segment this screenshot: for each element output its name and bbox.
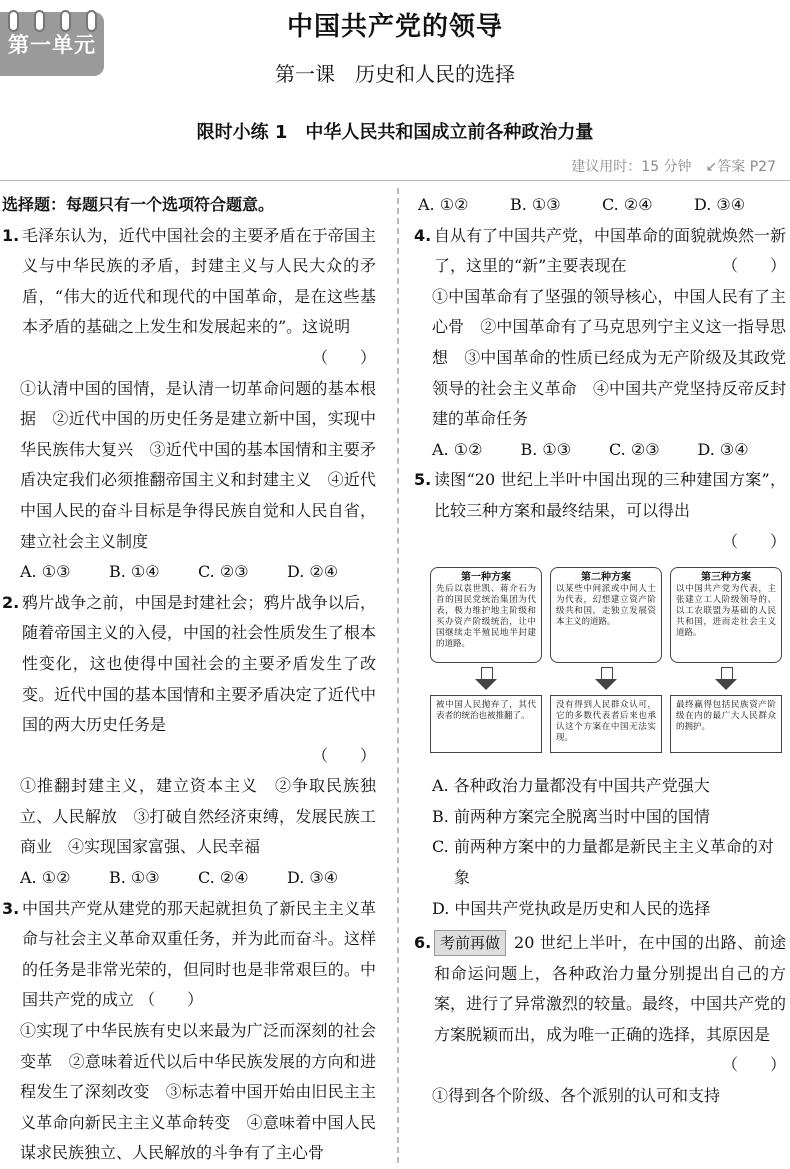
plan-text: 以某些中间派或中间人士为代表，幻想建立资产阶级共和国，走独立发展资本主义的道路。: [556, 584, 656, 628]
option-d[interactable]: D. ②④: [287, 562, 339, 582]
question-4: [414, 221, 786, 282]
question-1: [2, 221, 376, 374]
option-b[interactable]: B. ①③: [109, 868, 160, 888]
option-c[interactable]: C. ②④: [602, 195, 653, 214]
option-d[interactable]: D. ③④: [697, 439, 749, 459]
page-title: 中国共产党的领导: [286, 12, 503, 42]
result-box: 没有得到人民群众认可，它的多数代表者后来也承认这个方案在中国无法实现。: [550, 695, 662, 753]
plan-title: 第三种方案: [701, 572, 751, 584]
question-items: ①中国革命有了坚强的领导核心，中国人民有了主心骨 ②中国革命有了马克思列宁主义这一指导思想 ③中国革命的性质已经成为无产阶级及其政党领导的社会主义革命 ④中国共产党坚持反帝反封建的革命任务: [432, 286, 786, 429]
question-stem: 读图“20 世纪上半叶中国出现的三种建国方案”，比较三种方案和最终结果，可以得出: [434, 470, 786, 520]
lesson-title: 第一课 历史和人民的选择: [275, 62, 515, 86]
option-c[interactable]: C. ②③: [609, 439, 660, 459]
option-text: A. 各种政治力量都没有中国共产党强大: [432, 776, 710, 796]
question-stem: 毛泽东认为，近代中国社会的主要矛盾在于帝国主义与中华民族的矛盾，封建主义与人民大众的矛盾，“伟大的近代和现代的中国革命，是在这些基本矛盾的基础之上发生和发展起来的”。这说明: [22, 225, 376, 337]
option-a[interactable]: A. ①②: [20, 868, 71, 888]
plan-text: 先后以袁世凯、蒋介石为首的国民党统治集团为代表，极力维护地主阶级和买办资产阶级统治，让中国继续走半殖民地半封建的道路。: [436, 584, 536, 650]
plan-box: [670, 567, 782, 663]
exercise-title: 限时小练 1 中华人民共和国成立前各种政治力量: [196, 122, 594, 143]
option-a[interactable]: A. ①③: [20, 562, 71, 582]
option-a[interactable]: A. ①②: [418, 195, 469, 214]
review-tag: 考前再做: [434, 930, 506, 956]
question-stem: 自从有了中国共产党，中国革命的面貌就焕然一新了，这里的“新”主要表现在: [434, 225, 787, 276]
options-row: [2, 863, 376, 894]
question-6: [414, 928, 786, 1081]
option-c[interactable]: [414, 832, 786, 893]
left-column: [2, 190, 376, 1169]
suggested-time: 建议用时：15 分钟 ↙答案 P27: [571, 159, 776, 175]
question-2: [2, 588, 376, 772]
options-row: [414, 190, 786, 221]
answer-blank[interactable]: （ ）: [721, 256, 786, 276]
options-row: [2, 557, 376, 588]
question-3: [2, 894, 376, 1016]
option-b[interactable]: B. ①③: [510, 195, 561, 214]
unit-label: 第一单元: [8, 33, 96, 57]
option-text: D. 中国共产党执政是历史和人民的选择: [432, 898, 711, 918]
answer-blank[interactable]: （ ）: [311, 347, 376, 367]
option-b[interactable]: [414, 802, 786, 833]
option-c[interactable]: C. ②④: [198, 868, 249, 888]
option-b[interactable]: B. ①③: [520, 439, 572, 459]
plan-text: 以中国共产党为代表，主张建立工人阶级领导的、以工农联盟为基础的人民共和国，进而走社会主义道路。: [676, 584, 776, 639]
question-number: 2.: [2, 592, 20, 612]
question-stem: 中国共产党从建党的那天起就担负了新民主主义革命与社会主义革命双重任务，并为此而奋斗。这样的任务是非常光荣的，但同时也是非常艰巨的。中国共产党的成立: [22, 898, 376, 1010]
option-c[interactable]: C. ②③: [198, 562, 249, 582]
answer-blank[interactable]: （ ）: [311, 745, 376, 765]
plan-title: 第一种方案: [461, 572, 511, 584]
question-number: 1.: [2, 225, 20, 245]
plan-box: [550, 567, 662, 663]
option-a[interactable]: A. ①②: [432, 439, 483, 459]
question-items: ①实现了中华民族有史以来最为广泛而深刻的社会变革 ②意味着近代以后中华民族发展的方向和进程发生了深刻改变 ③标志着中国开始由旧民主主义革命向新民主主义革命转变 ④意味着中国人民谋求民族独立、人民解放的斗争有了主心骨: [20, 1021, 376, 1163]
answer-blank[interactable]: （ ）: [139, 990, 204, 1010]
result-box: 最终赢得包括民族资产阶级在内的最广大人民群众的拥护。: [670, 695, 782, 753]
question-number: 6.: [414, 933, 432, 953]
question-number: 5.: [414, 470, 432, 490]
option-d[interactable]: D. ③④: [694, 195, 746, 214]
question-number: 3.: [2, 898, 20, 918]
question-5: [414, 465, 786, 557]
result-box: 被中国人民抛弃了，其代表者的统治也被推翻了。: [430, 695, 542, 753]
question-number: 4.: [414, 225, 432, 245]
option-b[interactable]: B. ①④: [109, 562, 160, 582]
question-items: ①得到各个阶级、各个派别的认可和支持: [432, 1086, 721, 1106]
options-row: [414, 435, 786, 466]
question-items: ①推翻封建主义，建立资本主义 ②争取民族独立、人民解放 ③打破自然经济束缚，发展民族工商业 ④实现国家富强、人民幸福: [20, 776, 376, 857]
question-stem: 鸦片战争之前，中国是封建社会；鸦片战争以后，随着帝国主义的入侵，中国的社会性质发生了根本性变化，这也使得中国社会的主要矛盾发生了改变。近代中国的基本国情和主要矛盾决定了近代中国的两大历史任务是: [22, 592, 376, 735]
question-items: ①认清中国的国情，是认清一切革命问题的基本根据 ②近代中国的历史任务是建立新中国，实现中华民族伟大复兴 ③近代中国的基本国情和主要矛盾决定我们必须推翻帝国主义和封建主义 ④近代中国人民的奋斗目标是争得民族自觉和人民自省，建立社会主义制度: [20, 378, 376, 551]
plan-title: 第二种方案: [581, 572, 631, 584]
right-column: [414, 190, 786, 1112]
option-a[interactable]: [414, 771, 786, 802]
option-d[interactable]: [414, 894, 786, 925]
plan-box: [430, 567, 542, 663]
column-divider: [397, 188, 399, 1163]
instruction: 选择题：每题只有一个选项符合题意。: [2, 195, 275, 214]
option-text: C. 前两种方案中的力量都是新民主主义革命的对象: [432, 837, 774, 887]
plans-diagram: [414, 567, 786, 765]
answer-blank[interactable]: （ ）: [721, 1055, 786, 1075]
question-stem: 20 世纪上半叶，在中国的出路、前途和命运问题上，各种政治力量分别提出自己的方案，进行了异常激烈的较量。最终，中国共产党的方案脱颖而出，成为唯一正确的选择，其原因是: [434, 933, 787, 1044]
option-d[interactable]: D. ③④: [287, 868, 339, 888]
option-text: B. 前两种方案完全脱离当时中国的国情: [432, 806, 710, 826]
header-rule: [0, 180, 790, 181]
answer-blank[interactable]: （ ）: [721, 531, 786, 551]
